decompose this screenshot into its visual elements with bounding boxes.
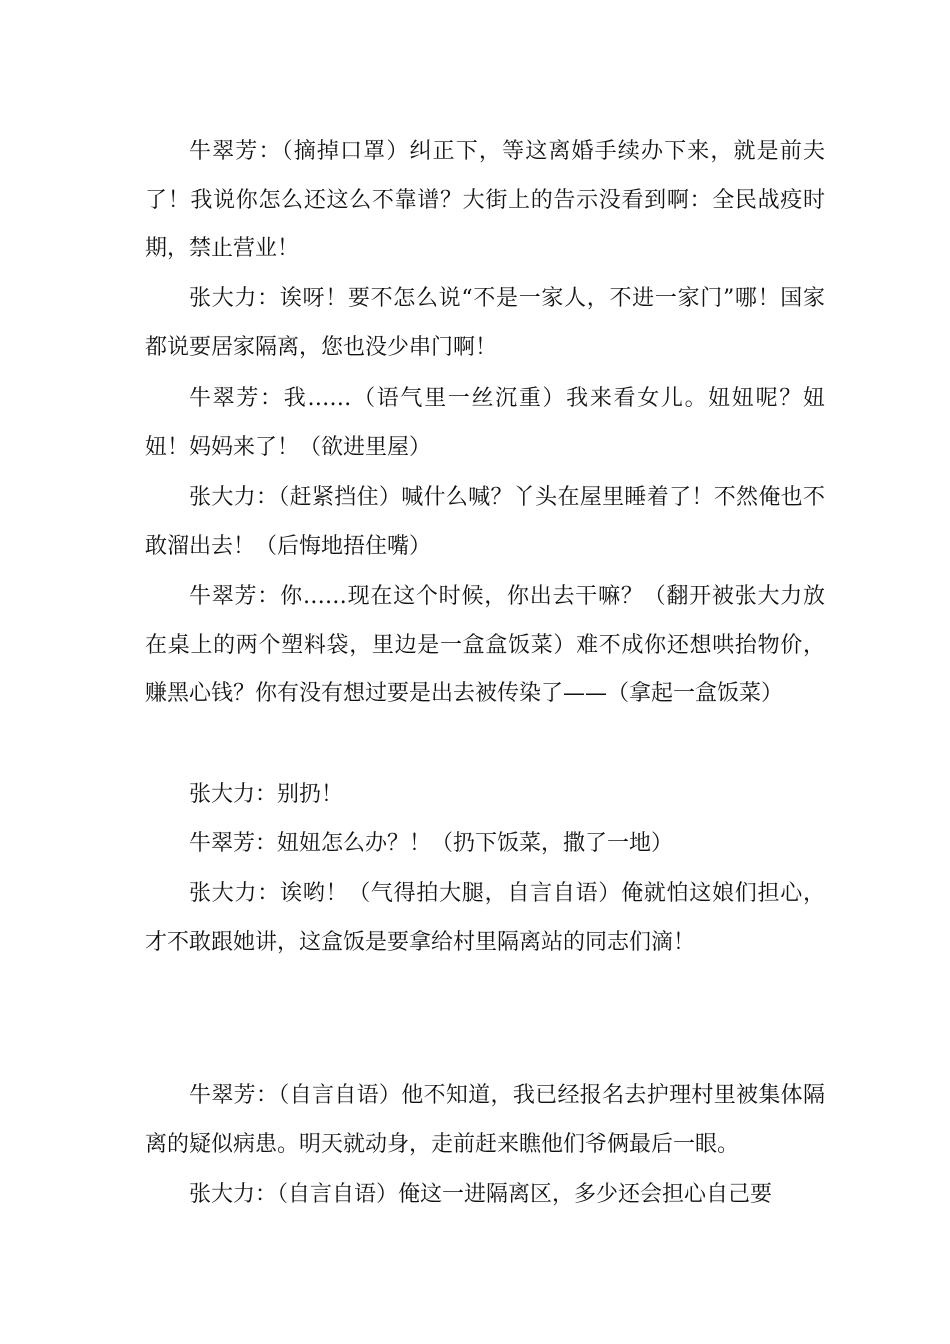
dialogue-paragraph [145,1171,825,1220]
dialogue-text: 你……现在这个时候，你出去干嘛？（翻开被张大力放在桌上的两个塑料袋，里边是一盒盒饭菜）难不成你还想哄抬物价，赚黑心钱？你有没有想过要是出去被传染了——（拿起一盒饭菜） [145,584,825,706]
dialogue-paragraph [145,820,825,869]
speaker-name: 牛翠芳： [189,1083,279,1108]
speaker-name: 牛翠芳： [189,584,281,609]
speaker-name: 张大力： [189,485,279,510]
dialogue-paragraph [145,1072,825,1169]
speaker-name: 张大力： [189,782,278,807]
dialogue-text: 我……（语气里一丝沉重）我来看女儿。妞妞呢？妞妞！妈妈来了！（欲进里屋） [145,386,825,460]
dialogue-paragraph [145,870,825,967]
dialogue-text: （赶紧挡住）喊什么喊？丫头在屋里睡着了！不然俺也不敢溜出去！（后悔地捂住嘴） [145,485,825,559]
speaker-name: 牛翠芳： [189,386,284,411]
dialogue-paragraph [145,771,825,820]
dialogue-text: 别扔！ [277,782,344,807]
dialogue-paragraph [145,275,825,372]
dialogue-paragraph [145,573,825,719]
speaker-name: 牛翠芳： [189,139,282,164]
dialogue-text: 诶哟！（气得拍大腿，自言自语）俺就怕这娘们担心，才不敢跟她讲，这盒饭是要拿给村里隔离站的同志们滴！ [145,881,825,955]
speaker-name: 张大力： [189,881,280,906]
dialogue-text: （自言自语）他不知道，我已经报名去护理村里被集体隔离的疑似病患。明天就动身，走前赶来瞧他们爷俩最后一眼。 [145,1083,825,1157]
dialogue-paragraph [145,474,825,571]
dialogue-text: （自言自语）俺这一进隔离区，多少还会担心自己要 [277,1182,773,1207]
speaker-name: 张大力： [189,1182,278,1207]
dialogue-paragraph [145,375,825,472]
dialogue-text: （摘掉口罩）纠正下，等这离婚手续办下来，就是前夫了！我说你怎么还这么不靠谱？大街上的告示没看到啊：全民战疫时期，禁止营业！ [145,139,825,261]
dialogue-text: 妞妞怎么办？！（扔下饭菜，撒了一地） [277,831,674,856]
speaker-name: 牛翠芳： [189,831,278,856]
dialogue-text: 诶呀！要不怎么说“不是一家人，不进一家门”哪！国家都说要居家隔离，您也没少串门啊！ [145,286,825,360]
dialogue-paragraph [145,128,825,274]
speaker-name: 张大力： [189,286,280,311]
